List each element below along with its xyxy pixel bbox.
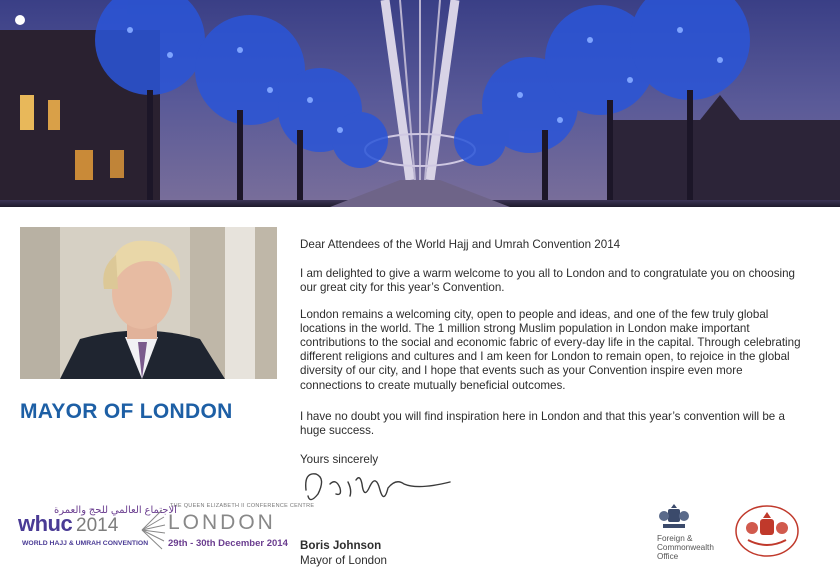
- letter-paragraph-2: London remains a welcoming city, open to people and ideas, and one of the few truly global locations in the world. The 1 million strong Muslim population in London make important contributions to the social and economic fabric of every-day life in the capital. Through celebrating different religions and cultures and I am keen for London to remain open, to rejoice in the global diversity of our city, and I hope that events such as your Convention inspire even more connections to create mutually beneficial outcomes.: [300, 307, 801, 392]
- venue-full-name: THE QUEEN ELIZABETH II CONFERENCE CENTRE: [170, 503, 315, 509]
- letter-paragraph-3: I have no doubt you will find inspiration here in London and that this year’s convention will be a huge success.: [300, 409, 785, 437]
- signer-role: Mayor of London: [300, 553, 388, 567]
- signer-name: Boris Johnson: [300, 538, 382, 552]
- whuc-year: 2014: [76, 515, 119, 536]
- fco-logo: [653, 502, 723, 560]
- fco-line-2: Commonwealth: [657, 543, 714, 552]
- fco-line-3: Office: [657, 552, 679, 561]
- mayor-portrait: [20, 227, 277, 379]
- banner-photo: [0, 0, 840, 207]
- venue-city: LONDON: [168, 511, 276, 534]
- handwritten-signature: [300, 460, 460, 515]
- whuc-logo: [18, 505, 177, 555]
- house-of-lords-seal: [734, 504, 800, 558]
- portrait-illustration: [20, 227, 277, 379]
- venue-logo: [140, 503, 315, 555]
- letter-closing: Yours sincerely: [300, 452, 379, 466]
- letter-paragraph-1: I am delighted to give a warm welcome to you all to London and to congratulate you on choosing our great city for this year’s Convention.: [300, 266, 795, 294]
- banner-illustration: [0, 0, 840, 207]
- mayor-of-london-logo: MAYOR OF LONDON: [20, 400, 233, 423]
- event-dates: 29th - 30th December 2014: [168, 538, 288, 549]
- whuc-subtitle: WORLD HAJJ & UMRAH CONVENTION: [22, 540, 149, 547]
- fco-line-1: Foreign &: [657, 534, 693, 543]
- royal-crest-icon: [657, 502, 691, 532]
- whuc-wordmark: whuc: [18, 511, 73, 536]
- sunburst-icon: [140, 505, 166, 555]
- whuc-arabic-title: الاجتماع العالمي للحج والعمرة: [54, 505, 177, 516]
- letter-salutation: Dear Attendees of the World Hajj and Umrah Convention 2014: [300, 237, 621, 251]
